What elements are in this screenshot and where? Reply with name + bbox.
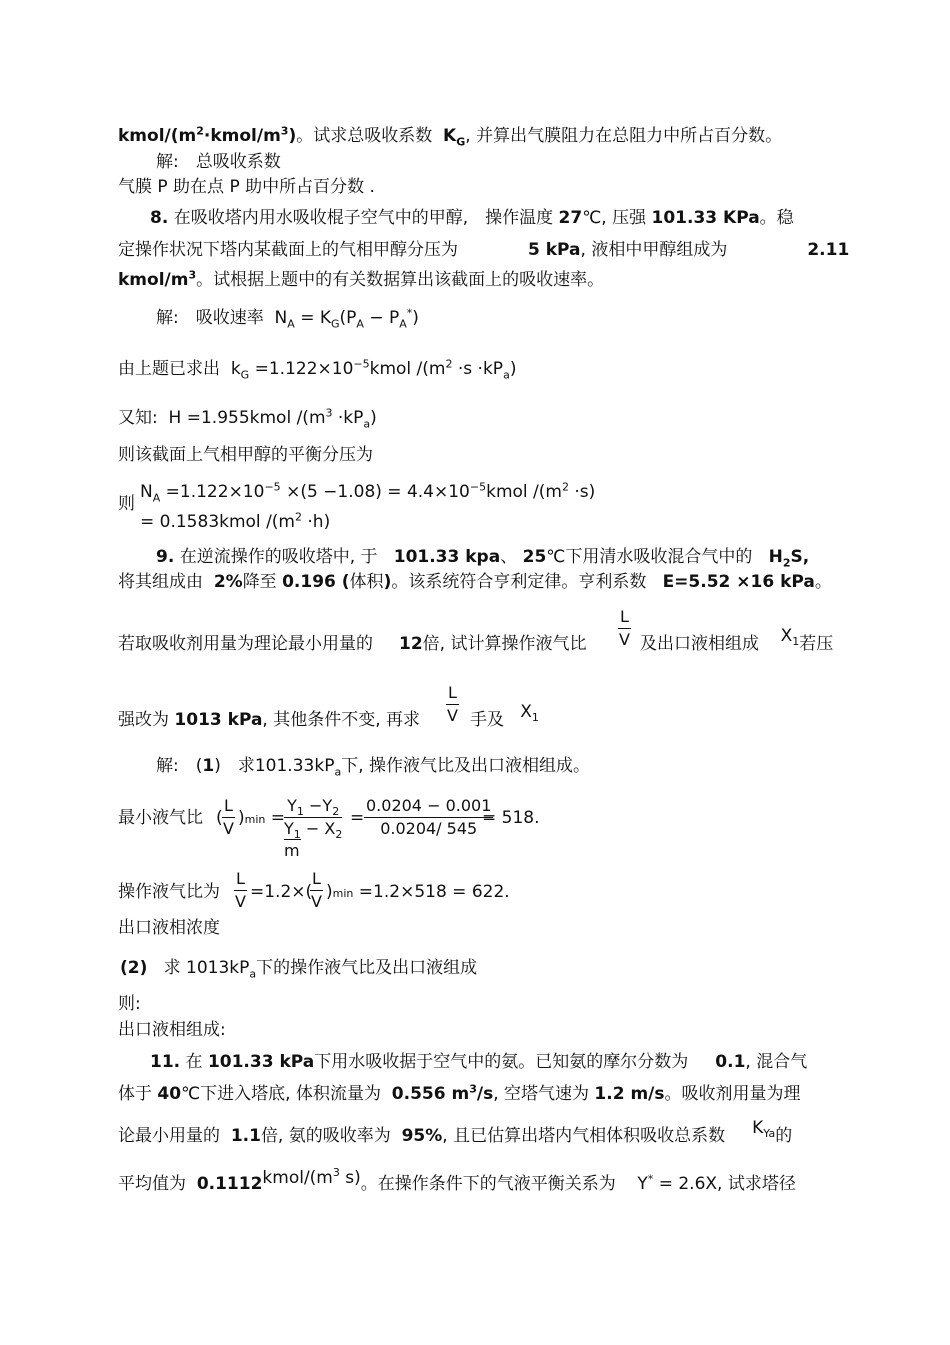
fraction-lv-op-2: $\frac{L}{V}$ [310,869,322,911]
solution-8-kg: 由上题已求出 $k_G$ $=1.122\times 10^{-5}kmol$ $/(m^2 \cdot s \cdot kP_a)$ [118,357,517,382]
problem-11-line1: 11. 在 101.33 kPa下用水吸收据于空气中的氨。已知氨的摩尔分数为 0.1, 混合气 [150,1052,808,1072]
problem-11-line4: 平均值为 $0.1112kmol/(m^3$ s)。在操作条件下的气液平衡关系为 Y* = 2.6X, 试求塔径 [118,1166,796,1194]
op-result: )min =1.2×518 = 622. [326,882,510,902]
problem-8-line1: 8. 在吸收塔内用水吸收棍子空气中的甲醇, 操作温度 27℃, 压强 101.33 KPa。稳 [150,208,794,228]
op-mult: =1.2×( [250,882,313,902]
problem-9-line4b: 手及 $X_1$ [470,702,539,730]
solution-8-na: $N_A =1.122\times 10^{-5} \times(5 -1.08)$ = $4.4\times 10^{-5}kmol$ $/(m^2 \cdot s)$ [140,480,596,505]
fraction-lv-min: $\frac{L}{V}$ [222,796,234,838]
solution-9-min-label: 最小液气比 [118,808,203,828]
problem-8-line3: kmol/$m^3$。试根据上题中的有关数据算出该截面上的吸收速率。 [118,268,605,290]
problem-11-line3: 论最小用量的 1.1倍, 氨的吸收率为 95%, 且已估算出塔内气相体积吸收总系数 $K_{Ya}$的 [118,1118,793,1146]
problem-9-line1: 9. 在逆流操作的吸收塔中, 于 101.33 kpa、 25℃下用清水吸收混合气中的 $H_2S$, [156,547,810,570]
solution-8-then: 则 [118,494,135,514]
fraction-numeric: $\frac{0.0204 - 0.001}{0.0204/ 545}$ [366,796,492,838]
problem-9-line3b: 及出口液相组成 $X_1$若压 [640,626,834,654]
problem-9-line4: 强改为 1013 kPa, 其他条件不变, 再求 [118,710,421,730]
problem-9-line2: 将其组成由 2%降至 0.196 (体积)。该系统符合亨利定律。亨利系数 E=5.52 ×16 kPa。 [118,572,832,592]
line-gas-film-percent: 气膜 P 助在点 P 助中所占百分数 . [118,177,375,197]
line-solution-kg: 解: 总吸收系数 [156,152,281,172]
solution-9-then: 则: [118,994,141,1014]
fraction-l-over-v-2: $\frac{L}{V}$ [446,683,458,725]
fraction-lv-op: $\frac{L}{V}$ [234,869,246,911]
problem-8-line2: 定操作状况下塔内某截面上的气相甲醇分压为 5 kPa, 液相中甲醇组成为 2.11 [118,240,850,260]
solution-9-step1: 解: (1) 求$101.33kP_a$下, 操作液气比及出口液相组成。 [156,756,591,779]
fraction-l-over-v: $\frac{L}{V}$ [618,607,630,649]
line-units-kg: kmol/$(m^2\cdot kmol/m^3)$。试求总吸收系数 $K_G$, 并算出气膜阻力在总阻力中所占百分数。 [118,124,783,149]
solution-9-outlet2: 出口液相组成: [118,1020,226,1040]
problem-9-line3a: 若取吸收剂用量为理论最小用量的 12倍, 试计算操作液气比 [118,634,587,654]
solution-8-equilibrium: 则该截面上气相甲醇的平衡分压为 [118,445,373,465]
solution-9-step2: (2) 求 $1013kP_a$下的操作液气比及出口液组成 [120,958,478,981]
paren-open: ( [216,808,223,828]
min-result: = 518. [482,808,540,828]
fraction-y1-y2: $Y_1 -Y_2$ $Y_1 - X_2$ m [284,796,343,860]
problem-11-line2: 体于 40℃下进入塔底, 体积流量为 0.556 $m^3/s$, 空塔气速为 1.2 m/s。吸收剂用量为理 [118,1082,801,1104]
equals-1: = [350,808,365,828]
solution-8-rate: 解: 吸收速率 $N_A = K_G(P_A - P_A^*)$ [156,306,419,331]
solution-9-outlet: 出口液相浓度 [118,918,220,938]
solution-8-h: 又知: H =1.955kmol $/(m^3 \cdot kP_a)$ [118,406,377,431]
solution-9-op-label: 操作液气比为 [118,882,220,902]
paren-close-min: )min = [238,808,286,828]
solution-8-na-result: = 0.1583kmol $/(m^2 \cdot h)$ [140,510,331,532]
